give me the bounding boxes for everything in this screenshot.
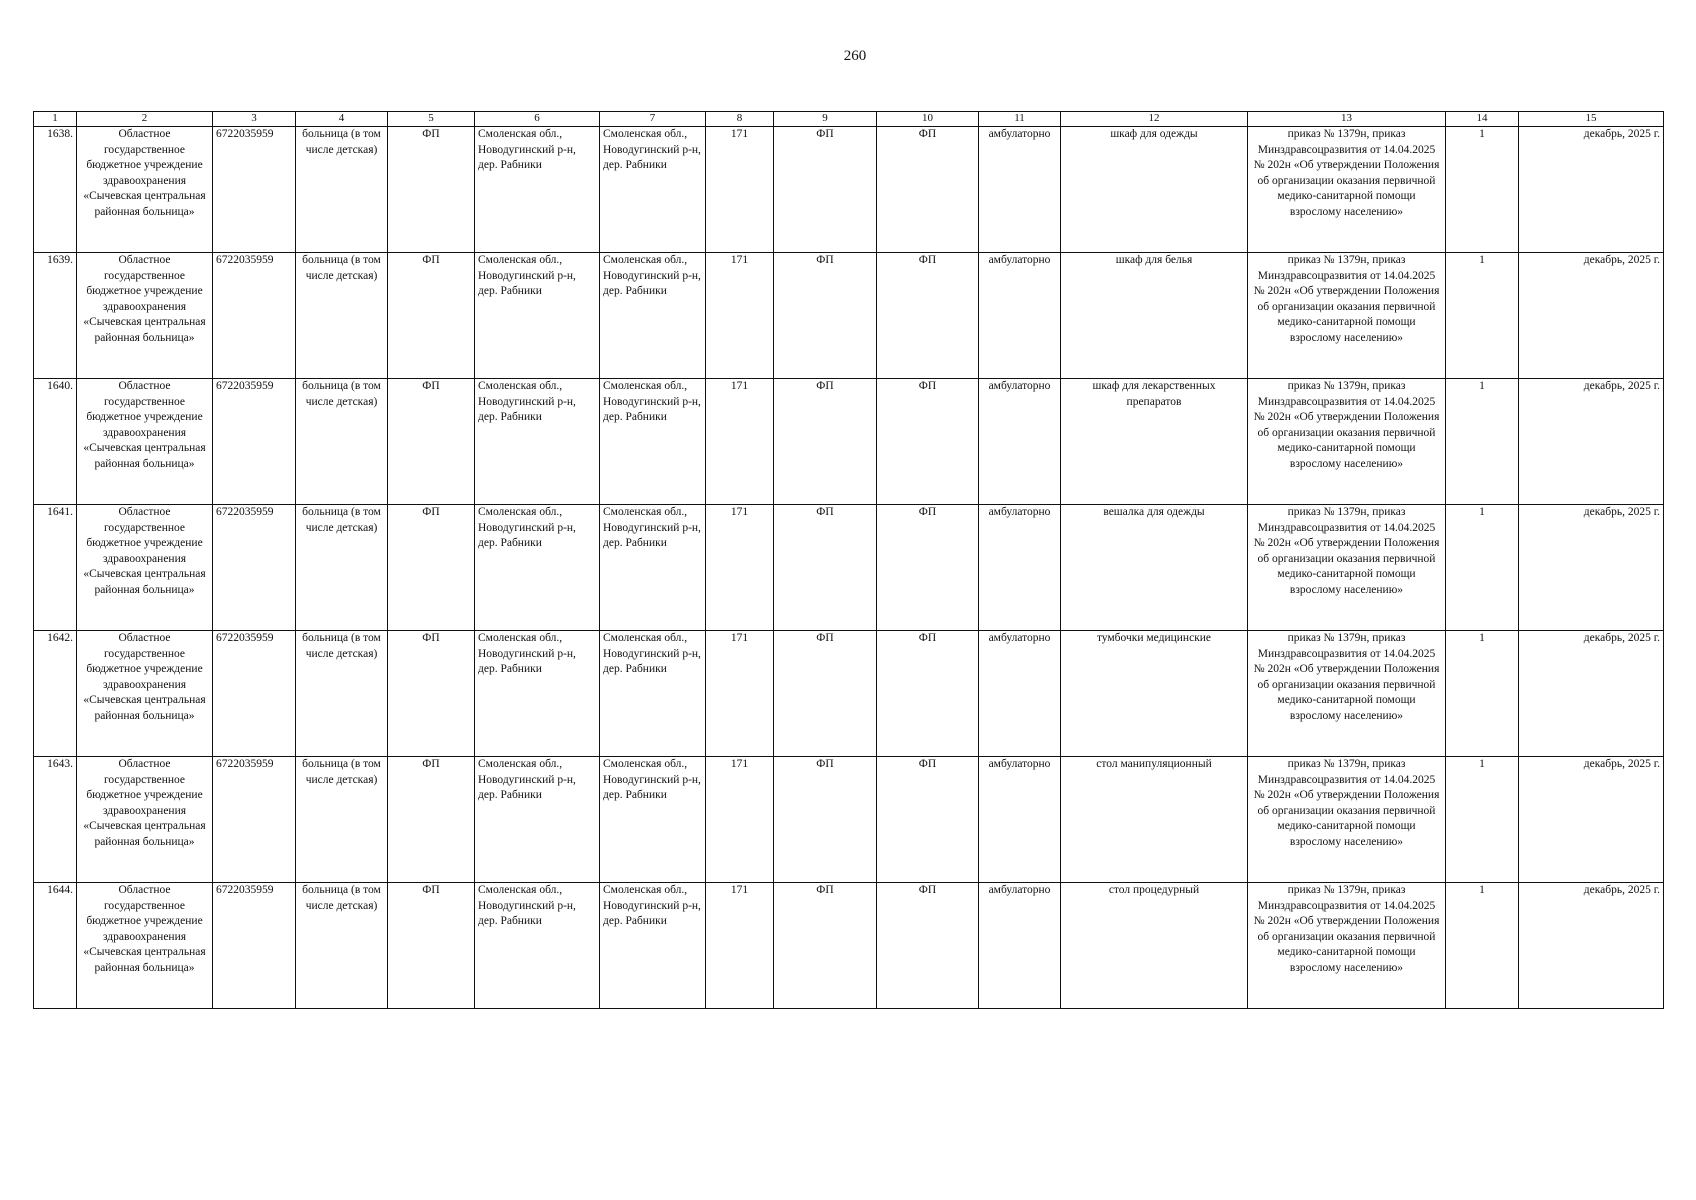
deadline-cell: декабрь, 2025 г. — [1519, 757, 1664, 883]
inn-cell: 6722035959 — [213, 505, 296, 631]
inn-cell: 6722035959 — [213, 757, 296, 883]
table-row — [34, 883, 1664, 1009]
row-number: 1639. — [34, 253, 77, 379]
inn-cell: 6722035959 — [213, 883, 296, 1009]
organization-name: Областное государственное бюджетное учреждение здравоохранения «Сычевская центральная районная больница» — [77, 379, 213, 505]
quantity-cell: 1 — [1446, 253, 1519, 379]
address-cell: Смоленская обл., Новодугинский р-н, дер. Рабники — [475, 883, 600, 1009]
facility-type: больница (в том числе детская) — [296, 505, 388, 631]
quantity-cell: 1 — [1446, 883, 1519, 1009]
unit-type: ФП — [388, 253, 475, 379]
table-row — [34, 757, 1664, 883]
column-header: 4 — [296, 112, 388, 127]
table-row — [34, 127, 1664, 253]
legal-basis: приказ № 1379н, приказ Минздравсоцразвития от 14.04.2025 № 202н «Об утверждении Положения об организации оказания первичной медико-санитарной помощи взрослому населению» — [1248, 127, 1446, 253]
column-header: 12 — [1061, 112, 1248, 127]
register-table — [33, 111, 1664, 1009]
unit-cell: ФП — [877, 253, 979, 379]
unit-cell: ФП — [774, 505, 877, 631]
code-cell: 171 — [706, 757, 774, 883]
facility-type: больница (в том числе детская) — [296, 757, 388, 883]
unit-cell: ФП — [774, 883, 877, 1009]
column-header: 9 — [774, 112, 877, 127]
deadline-cell: декабрь, 2025 г. — [1519, 253, 1664, 379]
quantity-cell: 1 — [1446, 379, 1519, 505]
deadline-cell: декабрь, 2025 г. — [1519, 883, 1664, 1009]
equipment-item: шкаф для лекарственных препаратов — [1061, 379, 1248, 505]
address-cell: Смоленская обл., Новодугинский р-н, дер. Рабники — [475, 505, 600, 631]
code-cell: 171 — [706, 253, 774, 379]
table-row — [34, 253, 1664, 379]
unit-type: ФП — [388, 505, 475, 631]
unit-cell: ФП — [877, 505, 979, 631]
column-number-row — [34, 112, 1664, 127]
condition-cell: амбулаторно — [979, 631, 1061, 757]
unit-cell: ФП — [774, 631, 877, 757]
column-header: 6 — [475, 112, 600, 127]
quantity-cell: 1 — [1446, 127, 1519, 253]
legal-basis: приказ № 1379н, приказ Минздравсоцразвития от 14.04.2025 № 202н «Об утверждении Положения об организации оказания первичной медико-санитарной помощи взрослому населению» — [1248, 883, 1446, 1009]
address-cell: Смоленская обл., Новодугинский р-н, дер. Рабники — [475, 379, 600, 505]
organization-name: Областное государственное бюджетное учреждение здравоохранения «Сычевская центральная районная больница» — [77, 883, 213, 1009]
column-header: 10 — [877, 112, 979, 127]
quantity-cell: 1 — [1446, 631, 1519, 757]
organization-name: Областное государственное бюджетное учреждение здравоохранения «Сычевская центральная районная больница» — [77, 127, 213, 253]
condition-cell: амбулаторно — [979, 883, 1061, 1009]
facility-type: больница (в том числе детская) — [296, 631, 388, 757]
equipment-item: шкаф для белья — [1061, 253, 1248, 379]
unit-cell: ФП — [877, 883, 979, 1009]
unit-type: ФП — [388, 757, 475, 883]
facility-type: больница (в том числе детская) — [296, 127, 388, 253]
address-cell: Смоленская обл., Новодугинский р-н, дер. Рабники — [475, 127, 600, 253]
address-cell: Смоленская обл., Новодугинский р-н, дер. Рабники — [600, 757, 706, 883]
unit-type: ФП — [388, 631, 475, 757]
facility-type: больница (в том числе детская) — [296, 253, 388, 379]
code-cell: 171 — [706, 631, 774, 757]
unit-type: ФП — [388, 883, 475, 1009]
unit-type: ФП — [388, 127, 475, 253]
column-header: 5 — [388, 112, 475, 127]
equipment-item: стол процедурный — [1061, 883, 1248, 1009]
legal-basis: приказ № 1379н, приказ Минздравсоцразвития от 14.04.2025 № 202н «Об утверждении Положения об организации оказания первичной медико-санитарной помощи взрослому населению» — [1248, 253, 1446, 379]
quantity-cell: 1 — [1446, 757, 1519, 883]
code-cell: 171 — [706, 379, 774, 505]
table-row — [34, 379, 1664, 505]
row-number: 1638. — [34, 127, 77, 253]
address-cell: Смоленская обл., Новодугинский р-н, дер. Рабники — [475, 757, 600, 883]
unit-cell: ФП — [877, 379, 979, 505]
quantity-cell: 1 — [1446, 505, 1519, 631]
unit-cell: ФП — [774, 379, 877, 505]
condition-cell: амбулаторно — [979, 757, 1061, 883]
unit-cell: ФП — [877, 127, 979, 253]
address-cell: Смоленская обл., Новодугинский р-н, дер. Рабники — [600, 505, 706, 631]
table-row — [34, 631, 1664, 757]
row-number: 1640. — [34, 379, 77, 505]
deadline-cell: декабрь, 2025 г. — [1519, 631, 1664, 757]
column-header: 13 — [1248, 112, 1446, 127]
address-cell: Смоленская обл., Новодугинский р-н, дер. Рабники — [600, 127, 706, 253]
legal-basis: приказ № 1379н, приказ Минздравсоцразвития от 14.04.2025 № 202н «Об утверждении Положения об организации оказания первичной медико-санитарной помощи взрослому населению» — [1248, 631, 1446, 757]
address-cell: Смоленская обл., Новодугинский р-н, дер. Рабники — [600, 253, 706, 379]
inn-cell: 6722035959 — [213, 631, 296, 757]
row-number: 1643. — [34, 757, 77, 883]
organization-name: Областное государственное бюджетное учреждение здравоохранения «Сычевская центральная районная больница» — [77, 505, 213, 631]
column-header: 8 — [706, 112, 774, 127]
unit-cell: ФП — [774, 757, 877, 883]
equipment-item: стол манипуляционный — [1061, 757, 1248, 883]
unit-cell: ФП — [774, 253, 877, 379]
address-cell: Смоленская обл., Новодугинский р-н, дер. Рабники — [600, 631, 706, 757]
inn-cell: 6722035959 — [213, 253, 296, 379]
row-number: 1641. — [34, 505, 77, 631]
unit-cell: ФП — [877, 757, 979, 883]
column-header: 15 — [1519, 112, 1664, 127]
column-header: 2 — [77, 112, 213, 127]
organization-name: Областное государственное бюджетное учреждение здравоохранения «Сычевская центральная районная больница» — [77, 757, 213, 883]
condition-cell: амбулаторно — [979, 253, 1061, 379]
organization-name: Областное государственное бюджетное учреждение здравоохранения «Сычевская центральная районная больница» — [77, 253, 213, 379]
code-cell: 171 — [706, 883, 774, 1009]
column-header: 3 — [213, 112, 296, 127]
equipment-item: шкаф для одежды — [1061, 127, 1248, 253]
column-header: 1 — [34, 112, 77, 127]
legal-basis: приказ № 1379н, приказ Минздравсоцразвития от 14.04.2025 № 202н «Об утверждении Положения об организации оказания первичной медико-санитарной помощи взрослому населению» — [1248, 379, 1446, 505]
inn-cell: 6722035959 — [213, 127, 296, 253]
address-cell: Смоленская обл., Новодугинский р-н, дер. Рабники — [475, 631, 600, 757]
unit-cell: ФП — [774, 127, 877, 253]
facility-type: больница (в том числе детская) — [296, 379, 388, 505]
facility-type: больница (в том числе детская) — [296, 883, 388, 1009]
organization-name: Областное государственное бюджетное учреждение здравоохранения «Сычевская центральная районная больница» — [77, 631, 213, 757]
legal-basis: приказ № 1379н, приказ Минздравсоцразвития от 14.04.2025 № 202н «Об утверждении Положения об организации оказания первичной медико-санитарной помощи взрослому населению» — [1248, 505, 1446, 631]
column-header: 11 — [979, 112, 1061, 127]
row-number: 1644. — [34, 883, 77, 1009]
deadline-cell: декабрь, 2025 г. — [1519, 505, 1664, 631]
column-header: 14 — [1446, 112, 1519, 127]
code-cell: 171 — [706, 505, 774, 631]
inn-cell: 6722035959 — [213, 379, 296, 505]
equipment-item: тумбочки медицинские — [1061, 631, 1248, 757]
address-cell: Смоленская обл., Новодугинский р-н, дер. Рабники — [475, 253, 600, 379]
legal-basis: приказ № 1379н, приказ Минздравсоцразвития от 14.04.2025 № 202н «Об утверждении Положения об организации оказания первичной медико-санитарной помощи взрослому населению» — [1248, 757, 1446, 883]
row-number: 1642. — [34, 631, 77, 757]
address-cell: Смоленская обл., Новодугинский р-н, дер. Рабники — [600, 883, 706, 1009]
deadline-cell: декабрь, 2025 г. — [1519, 127, 1664, 253]
condition-cell: амбулаторно — [979, 505, 1061, 631]
table-row — [34, 505, 1664, 631]
deadline-cell: декабрь, 2025 г. — [1519, 379, 1664, 505]
equipment-item: вешалка для одежды — [1061, 505, 1248, 631]
column-header: 7 — [600, 112, 706, 127]
condition-cell: амбулаторно — [979, 127, 1061, 253]
condition-cell: амбулаторно — [979, 379, 1061, 505]
page-number: 260 — [843, 48, 867, 64]
code-cell: 171 — [706, 127, 774, 253]
unit-type: ФП — [388, 379, 475, 505]
unit-cell: ФП — [877, 631, 979, 757]
address-cell: Смоленская обл., Новодугинский р-н, дер. Рабники — [600, 379, 706, 505]
